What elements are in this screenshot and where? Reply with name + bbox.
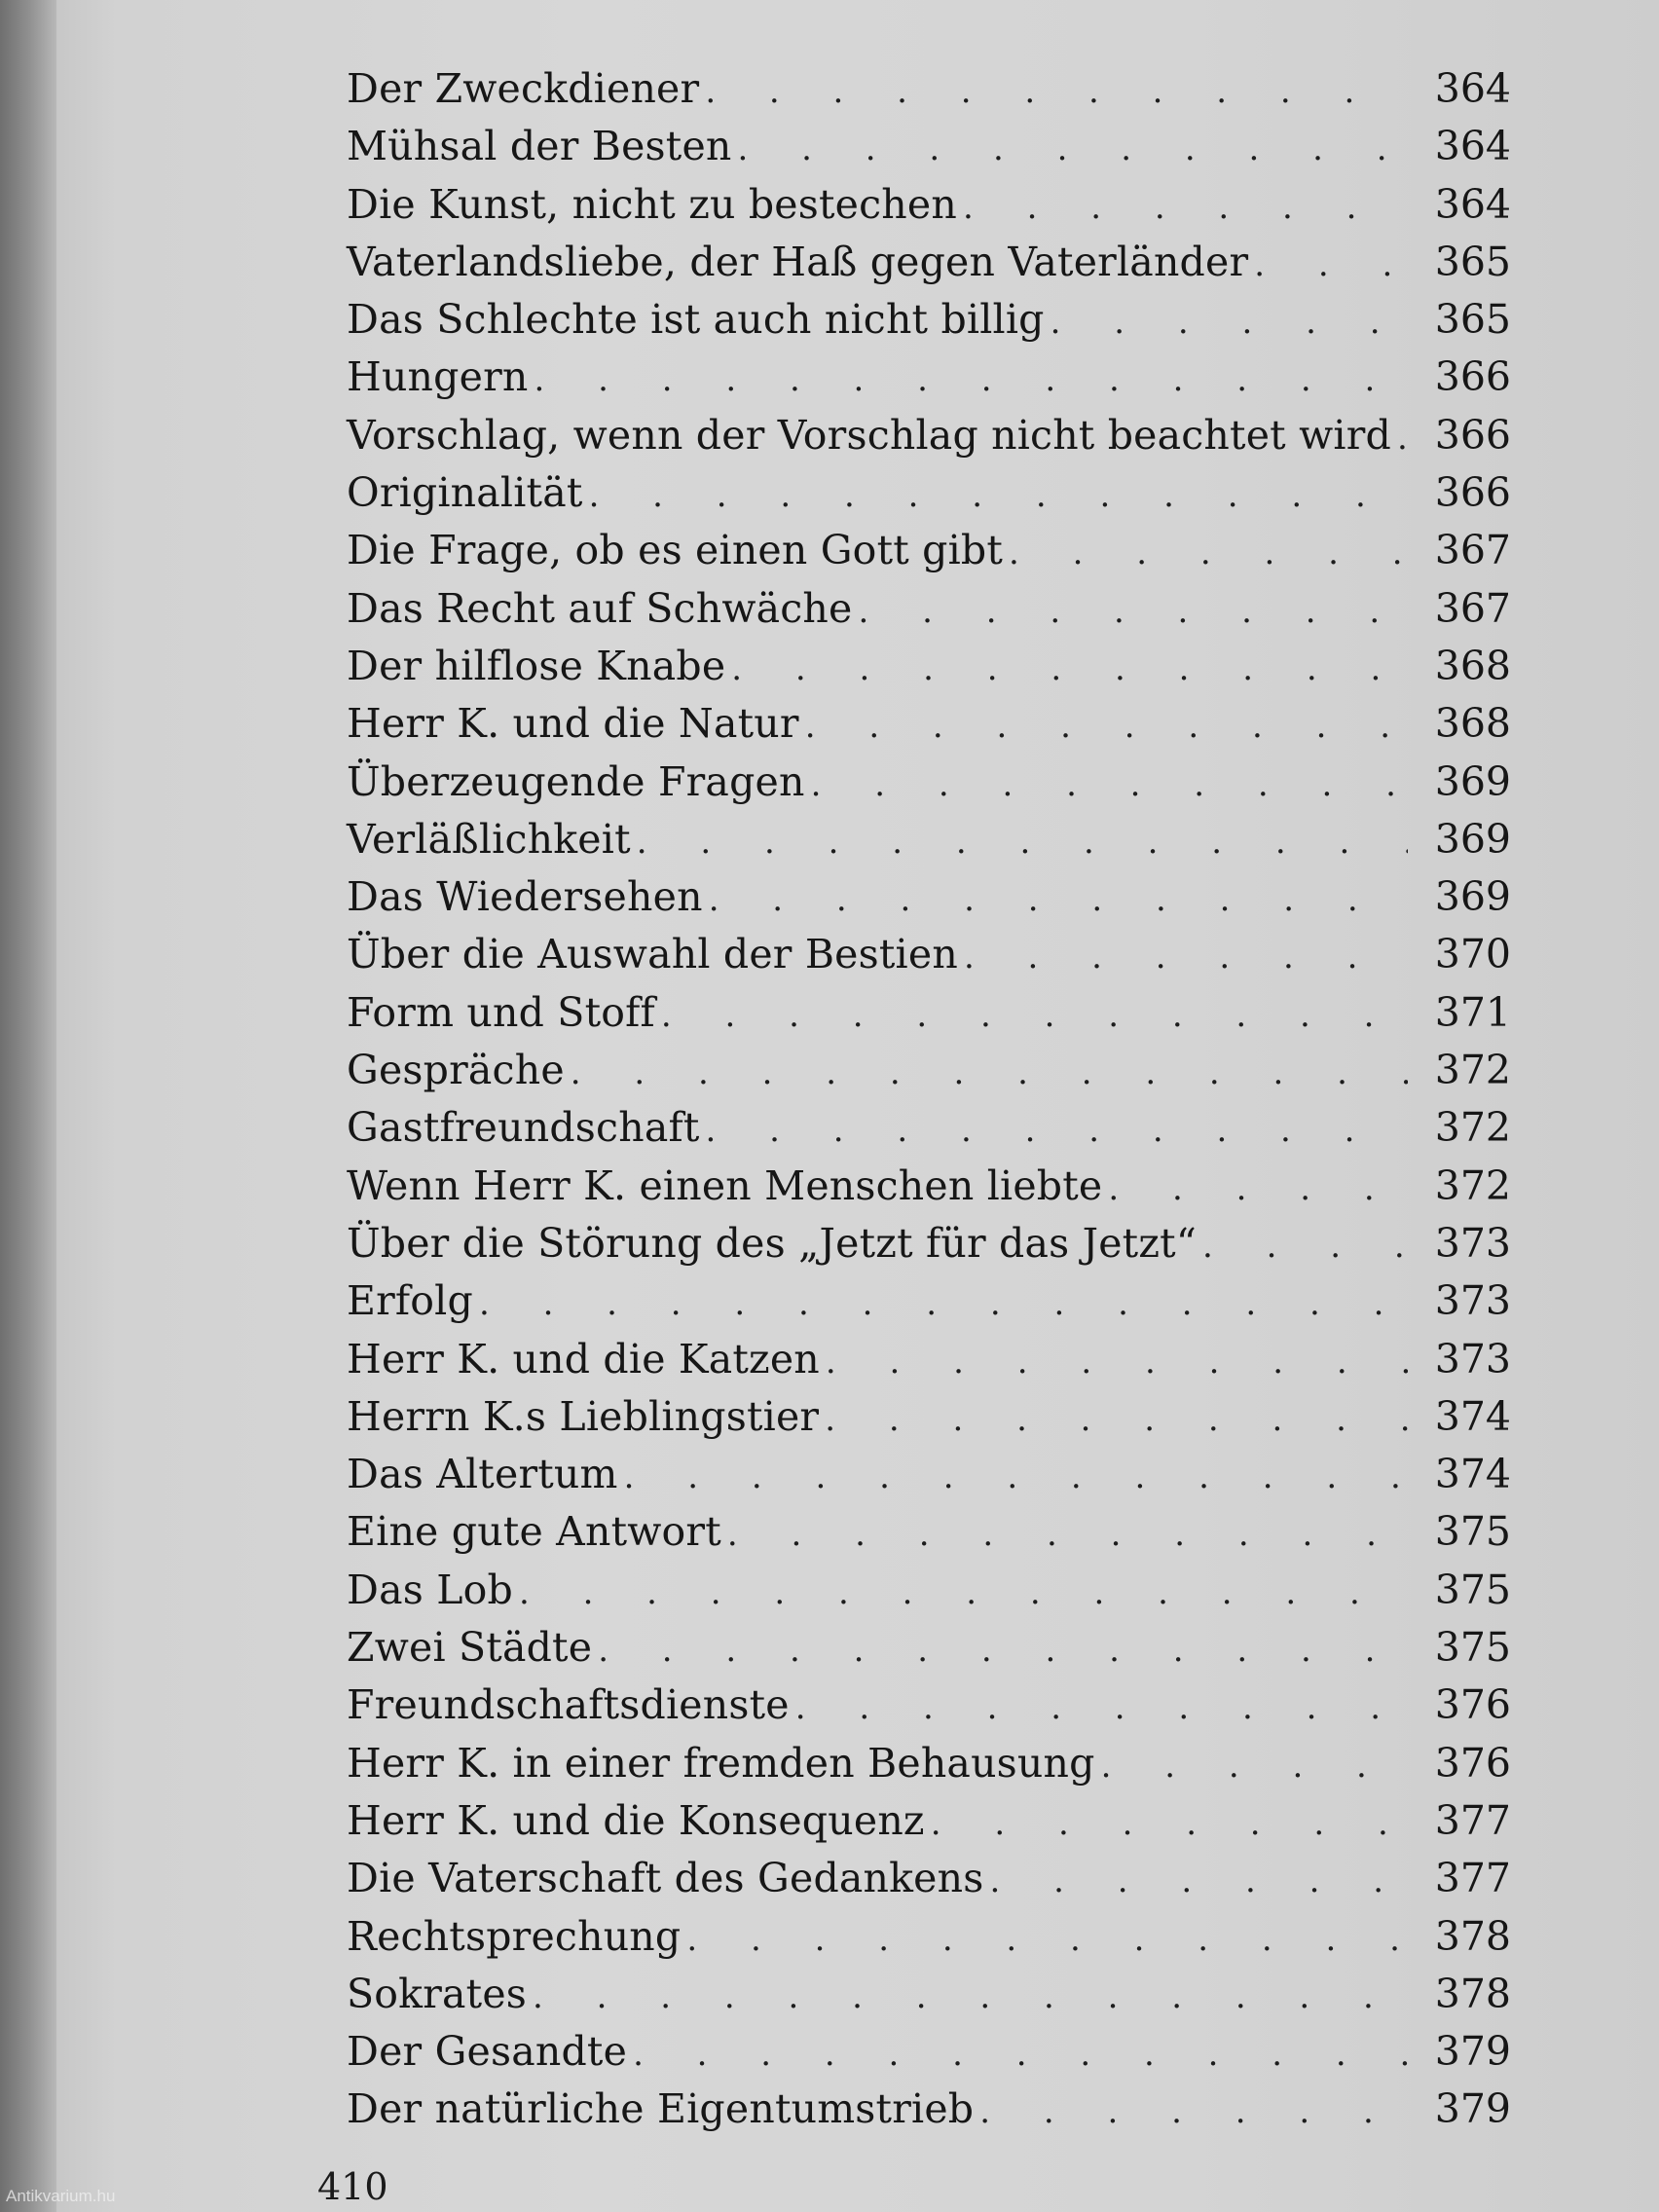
toc-entry — [347, 754, 1511, 811]
toc-entry — [347, 464, 1511, 522]
toc-entry-page: 376 — [1434, 1739, 1511, 1787]
toc-entry — [347, 580, 1511, 638]
toc-entry — [347, 1677, 1511, 1734]
toc-entry-page: 377 — [1434, 1796, 1511, 1844]
toc-entry-title: Der hilflose Knabe — [347, 642, 726, 689]
toc-entry — [347, 60, 1511, 118]
toc-entry — [347, 1331, 1511, 1388]
toc-entry — [347, 695, 1511, 753]
toc-entry-title: Vaterlandsliebe, der Haß gegen Vaterländer — [347, 238, 1249, 285]
toc-entry — [347, 349, 1511, 406]
toc-entry-page: 373 — [1434, 1277, 1511, 1325]
toc-entry-title: Erfolg — [347, 1277, 473, 1325]
toc-entry — [347, 2081, 1511, 2138]
toc-entry-title: Zwei Städte — [347, 1624, 593, 1672]
dot-leader — [1101, 1738, 1408, 1795]
table-of-contents — [347, 60, 1511, 2139]
toc-entry-page: 375 — [1434, 1508, 1511, 1556]
toc-entry-page: 366 — [1434, 353, 1511, 401]
toc-entry — [347, 1503, 1511, 1561]
toc-entry-title: Das Altertum — [347, 1451, 618, 1498]
dot-leader — [731, 641, 1408, 698]
dot-leader — [825, 1391, 1408, 1449]
toc-entry-page: 366 — [1434, 469, 1511, 517]
toc-entry-title: Die Frage, ob es einen Gott gibt — [347, 527, 1004, 574]
dot-leader — [1051, 294, 1408, 351]
toc-entry — [347, 984, 1511, 1042]
dot-leader — [795, 1679, 1408, 1737]
toc-entry — [347, 522, 1511, 579]
dot-leader — [534, 351, 1408, 409]
dot-leader — [533, 1969, 1408, 2026]
dot-leader — [805, 698, 1408, 756]
toc-entry — [347, 1272, 1511, 1330]
toc-entry-title: Der Gesandte — [347, 2028, 628, 2076]
toc-entry-title: Form und Stoff — [347, 988, 655, 1036]
toc-entry-page: 372 — [1434, 1104, 1511, 1152]
dot-leader — [858, 583, 1408, 641]
toc-entry-page: 372 — [1434, 1161, 1511, 1209]
toc-entry-title: Originalität — [347, 469, 583, 517]
toc-entry — [347, 1966, 1511, 2023]
toc-entry-title: Vorschlag, wenn der Vorschlag nicht beachtet wird — [347, 411, 1391, 459]
toc-entry-title: Hungern — [347, 353, 529, 401]
toc-entry-title: Herr K. und die Natur — [347, 700, 799, 748]
dot-leader — [624, 1449, 1408, 1506]
toc-entry-title: Die Vaterschaft des Gedankens — [347, 1855, 984, 1902]
dot-leader — [1397, 410, 1408, 467]
dot-leader — [598, 1622, 1408, 1679]
toc-entry — [347, 291, 1511, 349]
toc-entry — [347, 118, 1511, 175]
toc-entry-page: 371 — [1434, 988, 1511, 1036]
toc-entry-page: 372 — [1434, 1047, 1511, 1094]
dot-leader — [661, 987, 1408, 1045]
toc-entry-title: Das Lob — [347, 1566, 513, 1613]
toc-entry-page: 378 — [1434, 1970, 1511, 2017]
toc-entry-page: 365 — [1434, 296, 1511, 344]
dot-leader — [637, 814, 1408, 871]
toc-entry-title: Mühsal der Besten — [347, 123, 732, 170]
toc-entry — [347, 2023, 1511, 2081]
page-number: 410 — [317, 2165, 388, 2208]
toc-entry-page: 367 — [1434, 584, 1511, 632]
toc-entry-page: 365 — [1434, 238, 1511, 285]
dot-leader — [571, 1045, 1408, 1102]
toc-entry-page: 374 — [1434, 1392, 1511, 1440]
dot-leader — [990, 1853, 1409, 1910]
toc-entry-title: Wenn Herr K. einen Menschen liebte — [347, 1161, 1103, 1209]
toc-entry-title: Freundschaftsdienste — [347, 1681, 790, 1729]
toc-entry-page: 379 — [1434, 2085, 1511, 2133]
toc-entry — [347, 1735, 1511, 1792]
toc-entry — [347, 1446, 1511, 1503]
dot-leader — [979, 2083, 1408, 2141]
toc-entry-title: Herr K. und die Katzen — [347, 1335, 820, 1382]
toc-entry-page: 374 — [1434, 1451, 1511, 1498]
toc-entry-page: 369 — [1434, 873, 1511, 921]
toc-entry — [347, 234, 1511, 291]
toc-entry-title: Die Kunst, nicht zu bestechen — [347, 180, 957, 228]
toc-entry-title: Gespräche — [347, 1047, 565, 1094]
toc-entry-title: Herr K. in einer fremden Behausung — [347, 1739, 1095, 1787]
toc-entry-page: 373 — [1434, 1335, 1511, 1382]
toc-entry-page: 375 — [1434, 1624, 1511, 1672]
toc-entry-title: Der natürliche Eigentumstrieb — [347, 2085, 975, 2133]
toc-entry — [347, 1792, 1511, 1850]
toc-entry — [347, 926, 1511, 983]
toc-entry-page: 368 — [1434, 642, 1511, 689]
toc-entry-page: 378 — [1434, 1912, 1511, 1960]
dot-leader — [964, 929, 1408, 986]
dot-leader — [1009, 525, 1408, 582]
toc-entry — [347, 1388, 1511, 1446]
toc-entry-page: 369 — [1434, 757, 1511, 805]
toc-entry-title: Das Recht auf Schwäche — [347, 584, 853, 632]
dot-leader — [519, 1565, 1408, 1622]
dot-leader — [709, 871, 1408, 929]
toc-entry-title: Überzeugende Fragen — [347, 757, 805, 805]
toc-entry-title: Das Wiedersehen — [347, 873, 703, 921]
toc-entry — [347, 176, 1511, 234]
toc-entry — [347, 1908, 1511, 1966]
dot-leader — [727, 1506, 1408, 1564]
toc-entry-page: 376 — [1434, 1681, 1511, 1729]
toc-entry-page: 364 — [1434, 180, 1511, 228]
toc-entry-title: Eine gute Antwort — [347, 1508, 721, 1556]
toc-entry — [347, 811, 1511, 868]
toc-entry-page: 379 — [1434, 2028, 1511, 2076]
dot-leader — [738, 121, 1408, 178]
toc-entry-title: Das Schlechte ist auch nicht billig — [347, 296, 1045, 344]
dot-leader — [479, 1275, 1408, 1333]
dot-leader — [931, 1795, 1408, 1853]
toc-entry — [347, 1619, 1511, 1677]
toc-entry-page: 373 — [1434, 1219, 1511, 1267]
toc-entry-title: Der Zweckdiener — [347, 65, 700, 112]
dot-leader — [826, 1334, 1408, 1391]
dot-leader — [1254, 237, 1408, 294]
toc-entry-title: Herr K. und die Konsequenz — [347, 1796, 925, 1844]
toc-entry — [347, 868, 1511, 926]
toc-entry — [347, 1215, 1511, 1272]
toc-entry-page: 369 — [1434, 815, 1511, 863]
toc-entry — [347, 638, 1511, 695]
dot-leader — [686, 1911, 1408, 1969]
dot-leader — [633, 2026, 1408, 2083]
toc-entry-page: 364 — [1434, 123, 1511, 170]
toc-entry-page: 370 — [1434, 931, 1511, 978]
toc-entry — [347, 1158, 1511, 1215]
binding-shadow — [0, 0, 56, 2212]
dot-leader — [1202, 1218, 1408, 1275]
dot-leader — [811, 756, 1408, 814]
dot-leader — [589, 467, 1408, 525]
toc-entry-title: Über die Störung des „Jetzt für das Jetzt“ — [347, 1219, 1197, 1267]
toc-entry — [347, 1850, 1511, 1907]
toc-entry-title: Rechtsprechung — [347, 1912, 682, 1960]
toc-entry-title: Verläßlichkeit — [347, 815, 631, 863]
dot-leader — [1108, 1161, 1408, 1218]
toc-entry-page: 364 — [1434, 65, 1511, 112]
toc-entry — [347, 1042, 1511, 1099]
toc-entry-title: Über die Auswahl der Bestien — [347, 931, 958, 978]
dot-leader — [705, 63, 1408, 121]
toc-entry — [347, 1099, 1511, 1157]
toc-entry-page: 377 — [1434, 1855, 1511, 1902]
toc-entry-page: 368 — [1434, 700, 1511, 748]
dot-leader — [963, 179, 1408, 237]
toc-entry-title: Gastfreundschaft — [347, 1104, 700, 1152]
toc-entry — [347, 407, 1511, 464]
toc-entry — [347, 1562, 1511, 1619]
watermark: Antikvarium.hu — [6, 2187, 116, 2205]
toc-entry-page: 367 — [1434, 527, 1511, 574]
toc-entry-page: 366 — [1434, 411, 1511, 459]
toc-entry-title: Herrn K.s Lieblingstier — [347, 1392, 820, 1440]
toc-entry-title: Sokrates — [347, 1970, 528, 2017]
toc-entry-page: 375 — [1434, 1566, 1511, 1613]
dot-leader — [706, 1102, 1408, 1160]
